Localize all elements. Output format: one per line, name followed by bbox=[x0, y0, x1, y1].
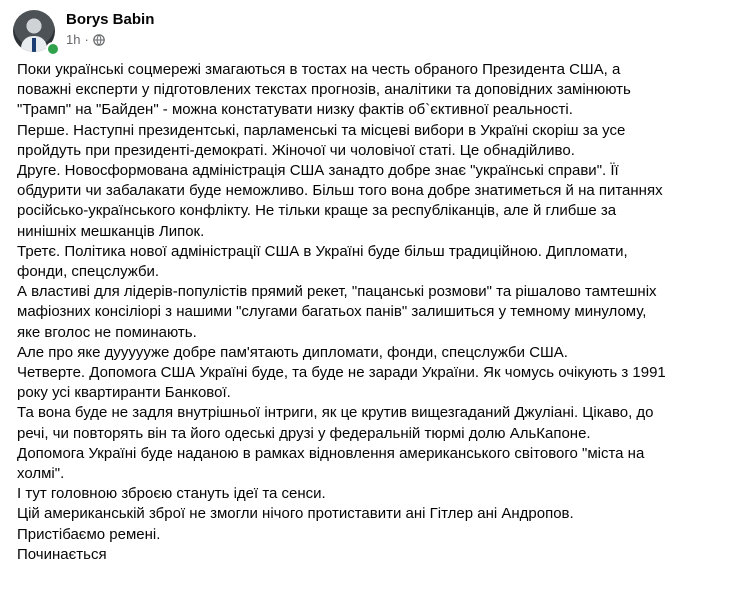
post-timestamp[interactable]: 1h bbox=[66, 32, 81, 47]
meta-separator: · bbox=[84, 32, 89, 47]
online-status-dot bbox=[46, 42, 60, 56]
post-text-line: Пристібаємо ремені. bbox=[17, 525, 161, 543]
post-text-line: холмі". bbox=[17, 465, 65, 483]
post-text-line: А властиві для лідерів-популістів прямий рекет, "пацанські розмови" та рішалово тамтешніх bbox=[17, 283, 657, 301]
post-text-line: Друге. Новосформована адміністрація США занадто добре знає "українські справи". Її bbox=[17, 162, 619, 180]
post-text-line: Третє. Політика нової адміністрації США в Україні буде більш традиційною. Дипломати, bbox=[17, 242, 628, 260]
post-body bbox=[17, 60, 717, 565]
post-text-line: яке вголос не поминають. bbox=[17, 323, 197, 341]
post-text-line: Починається bbox=[17, 545, 107, 563]
post-text-line: речі, чи повторять він та його одеські друзі у федеральній тюрмі долю АльКапоне. bbox=[17, 424, 591, 442]
post-text-line: І тут головною зброєю стануть ідеї та сенси. bbox=[17, 485, 326, 503]
post-text-line: Цій американській зброї не змогли нічого протиставити ані Гітлер ані Андропов. bbox=[17, 505, 574, 523]
post-text-line: російсько-українського конфлікту. Не тільки краще за республіканців, але й глибше за bbox=[17, 202, 617, 220]
post-text-line: Перше. Наступні президентські, парламенські та місцеві вибори в Україні скоріш за усе bbox=[17, 121, 626, 139]
post-text-line: Та вона буде не задля внутрішньої інтриги, як це крутив вищезгаданий Джуліані. Цікаво, до bbox=[17, 404, 654, 422]
author-name[interactable]: Borys Babin bbox=[66, 11, 155, 28]
post-header bbox=[13, 8, 713, 52]
globe-icon[interactable] bbox=[93, 34, 105, 46]
post-meta bbox=[66, 32, 105, 47]
post-text-line: нинішніх мешканців Липок. bbox=[17, 222, 205, 240]
post-text-line: року усі квартиранти Банкової. bbox=[17, 384, 231, 402]
post-text-line: Поки українські соцмережі змагаються в тостах на честь обраного Президента США, а bbox=[17, 61, 621, 78]
post-text-line: "Трамп" на "Байден" - можна констатувати низку фактів об`єктивної реальності. bbox=[17, 101, 573, 119]
post-text-line: Допомога Україні буде наданою в рамках відновлення американського світового "міста на bbox=[17, 444, 645, 462]
post-text-line: мафіозних консіліорі з нашими "слугами багатьох панів" залишиться у темному минулому, bbox=[17, 303, 647, 321]
post-text-line: фонди, спецслужби. bbox=[17, 263, 160, 281]
post-text-line: обдурити чи забалакати буде неможливо. Більш того вона добре знатиметься й на питаннях bbox=[17, 182, 663, 200]
post-text-line: Але про яке дуууууже добре пам'ятають дипломати, фонди, спецслужби США. bbox=[17, 343, 568, 361]
post-text-line: пройдуть при президенті-демократі. Жіночої чи чоловічої статі. Це обнадійливо. bbox=[17, 141, 575, 159]
post-text-line: Четверте. Допомога США Україні буде, та буде не заради України. Як чомусь очікують з 1991 bbox=[17, 364, 666, 382]
post-text-line: поважні експерти у підготовлених текстах прогнозів, аналітики та доповідних замінюють bbox=[17, 81, 631, 99]
avatar-tie bbox=[32, 38, 36, 52]
